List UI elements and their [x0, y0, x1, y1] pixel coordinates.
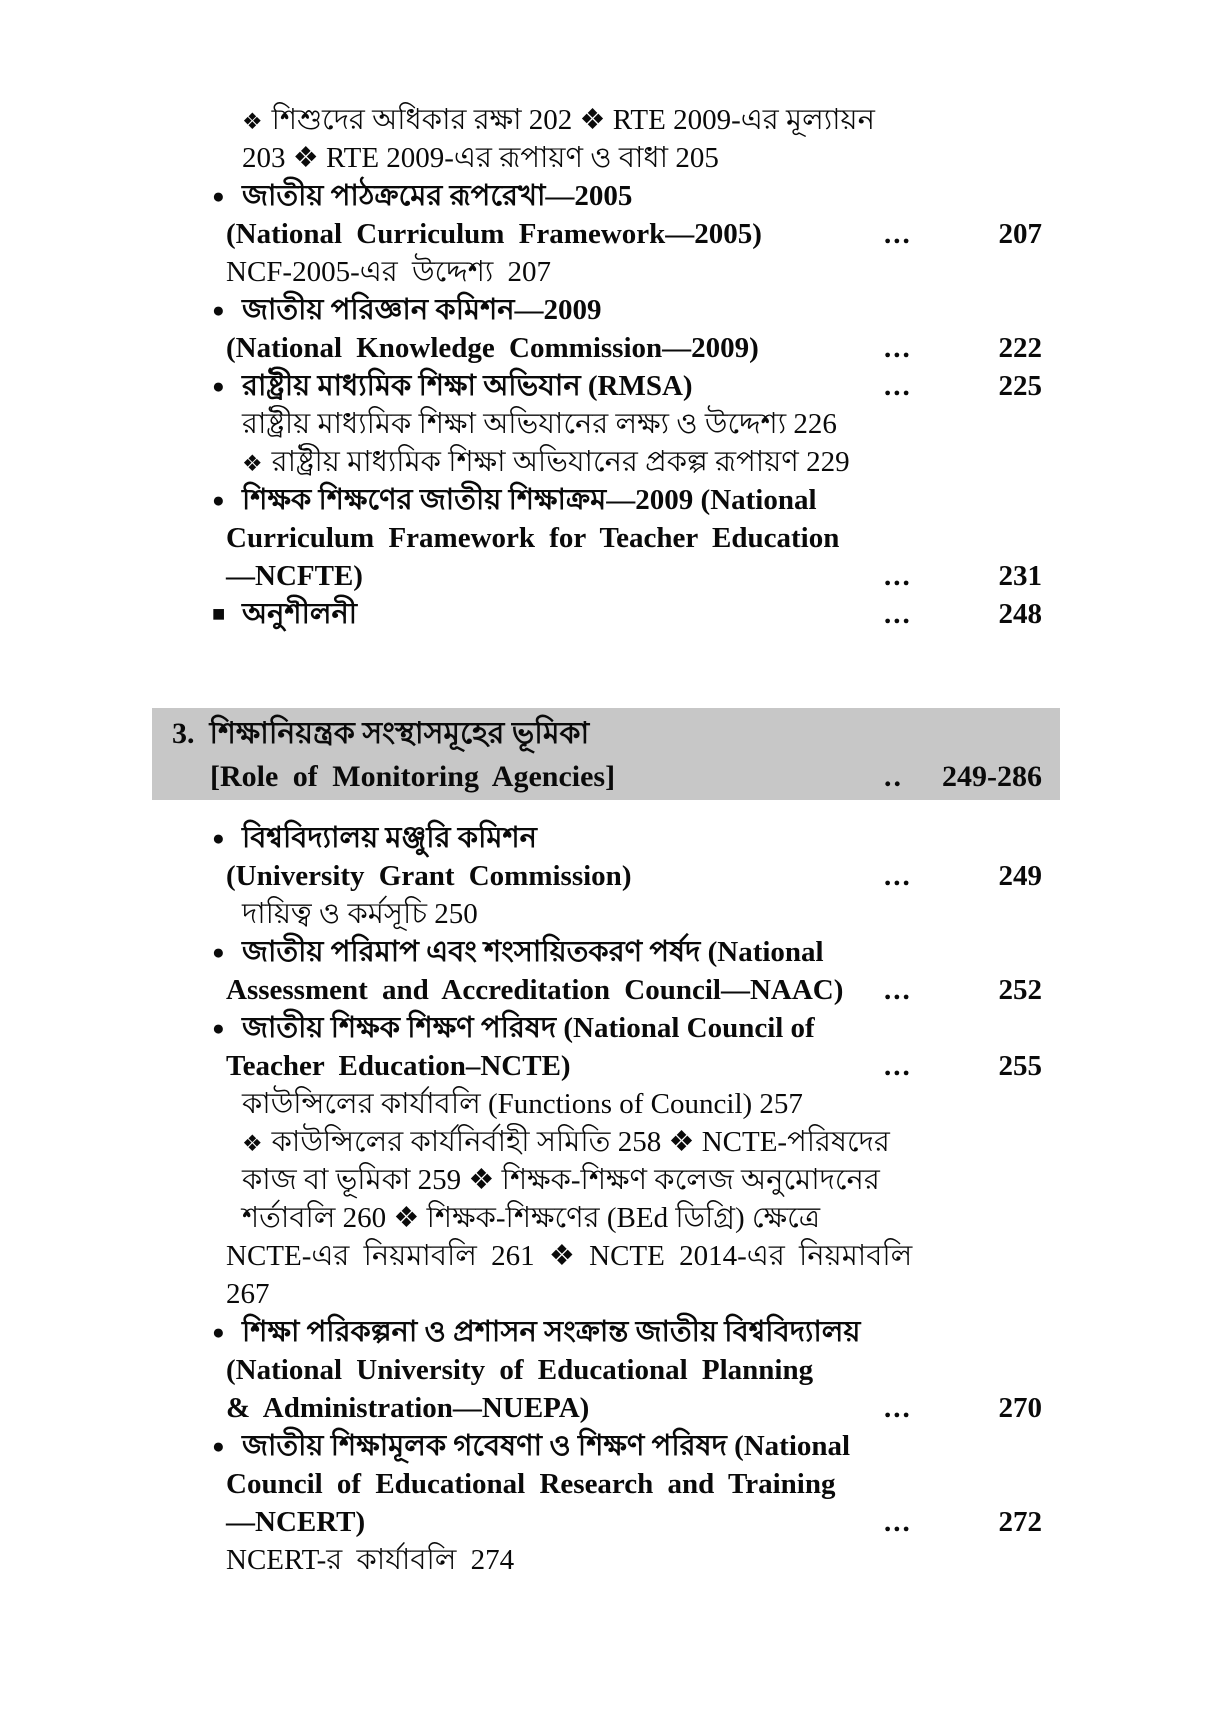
entry-text: রাষ্ট্রীয় মাধ্যমিক শিক্ষা অভিযানের লক্ষ্য ও উদ্দেশ্য 226 [242, 408, 837, 440]
toc-entry [0, 1427, 1214, 1465]
toc-list-top [0, 101, 1214, 633]
entry-text: & Administration—NUEPA) [226, 1392, 590, 1424]
section-header-line1 [152, 708, 1060, 756]
entry-text: জাতীয় শিক্ষক শিক্ষণ পরিষদ (National Council of [242, 1012, 815, 1044]
bullet-icon: ● [212, 488, 225, 512]
toc-entry [0, 215, 1214, 253]
toc-entry [0, 1085, 1214, 1123]
toc-entry [0, 1313, 1214, 1351]
entry-text: Curriculum Framework for Teacher Education [226, 522, 840, 554]
section-header-line2 [152, 756, 1060, 798]
toc-entry [0, 1237, 1214, 1275]
dot-leader: ... [884, 974, 912, 1006]
entry-text: দায়িত্ব ও কর্মসূচি 250 [242, 898, 478, 930]
entry-text: Council of Educational Research and Training [226, 1468, 836, 1500]
entry-text: জাতীয় শিক্ষামূলক গবেষণা ও শিক্ষণ পরিষদ (National [242, 1430, 851, 1462]
page-number: 222 [998, 332, 1042, 364]
toc-entry [0, 1275, 1214, 1313]
toc-entry [0, 1047, 1214, 1085]
toc-entry [0, 933, 1214, 971]
diamond-icon: ❖ [242, 109, 263, 134]
entry-text: বিশ্ববিদ্যালয় মঞ্জুরি কমিশন [242, 822, 537, 854]
toc-entry [0, 1199, 1214, 1237]
toc-entry [0, 1161, 1214, 1199]
toc-entry [0, 253, 1214, 291]
bullet-icon: ● [212, 184, 225, 208]
toc-entry [0, 177, 1214, 215]
toc-entry [0, 1503, 1214, 1541]
entry-text: Teacher Education–NCTE) [226, 1050, 571, 1082]
entry-text: Assessment and Accreditation Council—NAAC) [226, 974, 844, 1006]
dot-leader: ... [884, 1506, 912, 1538]
page-number: 270 [998, 1392, 1042, 1424]
dot-leader: ... [884, 332, 912, 364]
toc-entry [0, 519, 1214, 557]
bullet-icon: ● [212, 1434, 225, 1458]
bullet-icon: ● [212, 298, 225, 322]
square-bullet-icon: ■ [212, 601, 226, 626]
entry-text: (University Grant Commission) [226, 860, 632, 892]
toc-entry [0, 971, 1214, 1009]
toc-entry [0, 557, 1214, 595]
toc-entry [0, 1351, 1214, 1389]
toc-entry [0, 291, 1214, 329]
dot-leader: ... [884, 598, 912, 630]
entry-text: 267 [226, 1278, 270, 1310]
dot-leader: ... [884, 218, 912, 250]
toc-entry [0, 139, 1214, 177]
page-number: 207 [998, 218, 1042, 250]
toc-entry [0, 367, 1214, 405]
page-number: 248 [998, 598, 1042, 630]
toc-entry [0, 1389, 1214, 1427]
entry-text: NCTE-এর নিয়মাবলি 261 ❖ NCTE 2014-এর নিয়মাবলি [226, 1240, 913, 1272]
toc-entry [0, 443, 1214, 481]
entry-text: 203 ❖ RTE 2009-এর রূপায়ণ ও বাধা 205 [242, 142, 719, 174]
entry-text: —NCERT) [226, 1506, 366, 1538]
entry-text: NCERT-র কার্যাবলি 274 [226, 1544, 515, 1576]
entry-text: (National Knowledge Commission—2009) [226, 332, 759, 364]
entry-text: জাতীয় পরিজ্ঞান কমিশন—2009 [242, 294, 602, 326]
toc-entry [0, 481, 1214, 519]
dot-leader: ... [884, 860, 912, 892]
entry-text: শিক্ষা পরিকল্পনা ও প্রশাসন সংক্রান্ত জাতীয় বিশ্ববিদ্যালয় [242, 1316, 861, 1348]
dot-leader: ... [884, 370, 912, 402]
diamond-icon: ❖ [242, 451, 263, 476]
entry-text: রাষ্ট্রীয় মাধ্যমিক শিক্ষা অভিযানের প্রকল্প রূপায়ণ 229 [271, 446, 850, 478]
toc-entry [0, 895, 1214, 933]
page-number: 255 [998, 1050, 1042, 1082]
bullet-icon: ● [212, 1320, 225, 1344]
section-title-english: [Role of Monitoring Agencies] [210, 760, 616, 793]
page-number: 225 [998, 370, 1042, 402]
entry-text: রাষ্ট্রীয় মাধ্যমিক শিক্ষা অভিযান (RMSA) [242, 370, 693, 402]
toc-entry [0, 1465, 1214, 1503]
toc-list-bottom [0, 819, 1214, 1579]
page-range: 249-286 [942, 760, 1042, 793]
entry-text: (National Curriculum Framework—2005) [226, 218, 762, 250]
dot-leader: ... [884, 1392, 912, 1424]
toc-entry [0, 405, 1214, 443]
entry-text: জাতীয় পরিমাপ এবং শংসায়িতকরণ পর্ষদ (National [242, 936, 824, 968]
toc-entry [0, 1123, 1214, 1161]
dot-leader: ... [884, 560, 912, 592]
entry-text: কাজ বা ভূমিকা 259 ❖ শিক্ষক-শিক্ষণ কলেজ অনুমোদনের [242, 1164, 880, 1196]
entry-text: অনুশীলনী [242, 598, 358, 630]
toc-entry [0, 595, 1214, 633]
bullet-icon: ● [212, 940, 225, 964]
bullet-icon: ● [212, 374, 225, 398]
entry-text: কাউন্সিলের কার্যাবলি (Functions of Council) 257 [242, 1088, 803, 1120]
bullet-icon: ● [212, 1016, 225, 1040]
entry-text: (National University of Educational Planning [226, 1354, 814, 1386]
section-title-bengali: শিক্ষানিয়ন্ত্রক সংস্থাসমূহের ভূমিকা [209, 717, 590, 750]
bullet-icon: ● [212, 826, 225, 850]
dot-leader: .. [884, 760, 903, 793]
page-number: 272 [998, 1506, 1042, 1538]
entry-text: শর্তাবলি 260 ❖ শিক্ষক-শিক্ষণের (BEd ডিগ্রি) ক্ষেত্রে [242, 1202, 821, 1234]
section-header-band [152, 708, 1060, 800]
toc-entry [0, 101, 1214, 139]
page-number: 249 [998, 860, 1042, 892]
page-number: 252 [998, 974, 1042, 1006]
toc-entry [0, 857, 1214, 895]
entry-text: জাতীয় পাঠক্রমের রূপরেখা—2005 [242, 180, 633, 212]
entry-text: NCF-2005-এর উদ্দেশ্য 207 [226, 256, 552, 288]
toc-entry [0, 1541, 1214, 1579]
toc-entry [0, 819, 1214, 857]
toc-entry [0, 1009, 1214, 1047]
diamond-icon: ❖ [242, 1131, 263, 1156]
entry-text: —NCFTE) [226, 560, 363, 592]
page-number: 231 [998, 560, 1042, 592]
entry-text: শিশুদের অধিকার রক্ষা 202 ❖ RTE 2009-এর মূল্যায়ন [271, 104, 875, 136]
toc-entry [0, 329, 1214, 367]
entry-text: শিক্ষক শিক্ষণের জাতীয় শিক্ষাক্রম—2009 (National [242, 484, 817, 516]
dot-leader: ... [884, 1050, 912, 1082]
entry-text: কাউন্সিলের কার্যনির্বাহী সমিতি 258 ❖ NCTE-পরিষদের [271, 1126, 890, 1158]
section-number: 3. [172, 717, 195, 750]
